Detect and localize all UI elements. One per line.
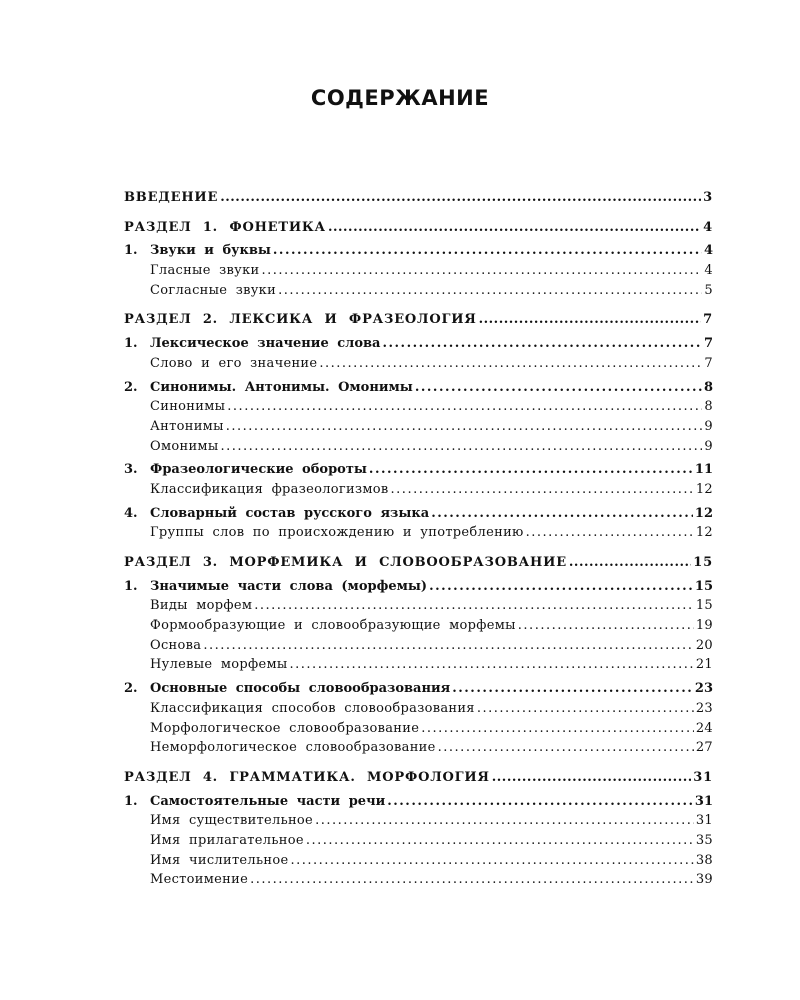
toc-page-number: 19 — [695, 618, 713, 634]
toc-section-row — [124, 218, 713, 238]
toc-entry-title — [124, 792, 385, 812]
toc-page-number: 3 — [703, 190, 713, 205]
toc-chapter-number: 1. — [124, 336, 138, 352]
toc-entry-title: Имя прилагательное — [150, 832, 304, 848]
toc-page-number: 20 — [695, 637, 713, 653]
toc-entry-title — [124, 378, 413, 398]
dot-leader — [220, 188, 701, 208]
toc-page-number: 4 — [703, 219, 713, 235]
toc-section-row — [124, 310, 713, 330]
dot-leader — [369, 460, 693, 480]
toc-sub-row — [124, 811, 713, 831]
dot-leader — [261, 261, 702, 281]
toc-entry-title: Формообразующие и словообразующие морфемы — [150, 618, 516, 634]
toc-entry-title: Местоимение — [150, 872, 249, 888]
toc-page-number: 23 — [695, 700, 713, 716]
dot-leader — [306, 831, 694, 851]
toc-entry-title: РАЗДЕЛ 2. ЛЕКСИКА И ФРАЗЕОЛОГИЯ — [124, 312, 477, 328]
toc-entry-title: Гласные звуки — [150, 263, 260, 279]
toc-entry-title: РАЗДЕЛ 3. МОРФЕМИКА И СЛОВООБРАЗОВАНИЕ — [124, 555, 567, 570]
dot-leader — [278, 281, 702, 301]
toc-sub-row — [124, 831, 713, 851]
dot-leader — [477, 699, 694, 719]
toc-page-number: 15 — [694, 578, 713, 594]
toc-page-number: 12 — [695, 481, 713, 497]
toc-entry-title: Омонимы — [150, 438, 219, 454]
toc-entry-title: Классификация способов словообразования — [150, 700, 475, 716]
dot-leader — [415, 378, 702, 398]
toc-page-number: 24 — [695, 720, 713, 736]
toc-chapter-row — [124, 241, 713, 261]
toc-entry-title — [124, 241, 271, 261]
toc-entry-title: Согласные звуки — [150, 282, 277, 298]
dot-leader — [227, 397, 702, 417]
toc-entry-title: Нулевые морфемы — [150, 657, 288, 673]
dot-leader — [438, 738, 694, 758]
toc-page-number: 31 — [694, 793, 713, 809]
toc-entry-title — [124, 577, 427, 597]
toc-chapter-title: Звуки и буквы — [150, 243, 271, 259]
dot-leader — [220, 437, 702, 457]
toc-entry-title: Группы слов по происхождению и употреблению — [150, 525, 524, 541]
toc-section-row — [124, 768, 713, 788]
dot-leader — [391, 480, 694, 500]
toc-page-number: 8 — [704, 399, 713, 415]
toc-chapter-title: Самостоятельные части речи — [150, 793, 386, 809]
toc-entry-title: Имя существительное — [150, 813, 314, 829]
dot-leader — [319, 354, 702, 374]
toc-page-number: 7 — [703, 312, 713, 328]
toc-chapter-number: 4. — [124, 505, 138, 521]
toc-entry-title: ВВЕДЕНИЕ — [124, 190, 219, 205]
dot-leader — [387, 792, 693, 812]
toc-chapter-number: 3. — [124, 462, 138, 478]
dot-leader — [452, 679, 693, 699]
toc-page-number: 31 — [693, 769, 713, 785]
dot-leader — [226, 417, 703, 437]
toc-entry-title: Виды морфем — [150, 598, 253, 614]
dot-leader — [290, 655, 694, 675]
dot-leader — [431, 504, 693, 524]
toc-page-number: 23 — [694, 681, 713, 697]
toc-chapter-number: 1. — [124, 243, 138, 259]
toc-entry-title: Неморфологическое словообразование — [150, 740, 436, 756]
toc-chapter-row — [124, 792, 713, 812]
toc-sub-row — [124, 596, 713, 616]
dot-leader — [492, 768, 692, 788]
toc-entry-title: Морфологическое словообразование — [150, 720, 420, 736]
toc-sub-row — [124, 851, 713, 871]
toc-page-number: 11 — [694, 462, 713, 478]
toc-sub-row — [124, 281, 713, 301]
toc-chapter-number: 2. — [124, 379, 138, 395]
toc-chapter-row — [124, 577, 713, 597]
toc-entry-title: Антонимы — [150, 418, 224, 434]
toc-chapter-title: Значимые части слова (морфемы) — [150, 578, 428, 594]
toc-entry-title: Слово и его значение — [150, 355, 318, 371]
page-title: СОДЕРЖАНИЕ — [310, 86, 490, 110]
toc-page-number: 15 — [693, 555, 713, 570]
toc-chapter-title: Основные способы словообразования — [150, 681, 451, 697]
toc-chapter-row — [124, 378, 713, 398]
toc-sub-row — [124, 719, 713, 739]
toc-chapter-row — [124, 334, 713, 354]
dot-leader — [382, 334, 701, 354]
dot-leader — [315, 811, 694, 831]
dot-leader — [328, 218, 701, 238]
toc-chapter-row — [124, 679, 713, 699]
dot-leader — [479, 310, 702, 330]
toc-chapter-title: Лексическое значение слова — [150, 336, 381, 352]
toc-sub-row — [124, 417, 713, 437]
dot-leader — [429, 577, 693, 597]
toc-entry-title: Классификация фразеологизмов — [150, 481, 389, 497]
toc-sub-row — [124, 354, 713, 374]
toc-entry-title: Синонимы — [150, 399, 226, 415]
toc-entry-title — [124, 460, 367, 480]
toc-sub-row — [124, 655, 713, 675]
toc-section-row — [124, 553, 713, 573]
toc-page-number: 12 — [695, 525, 713, 541]
toc-sub-row — [124, 870, 713, 890]
toc-sub-row — [124, 699, 713, 719]
dot-leader — [290, 851, 693, 871]
toc-chapter-title: Синонимы. Антонимы. Омонимы — [150, 379, 413, 395]
toc-page-number: 38 — [695, 852, 713, 868]
toc-chapter-title: Фразеологические обороты — [150, 462, 367, 478]
toc-page-number: 7 — [704, 355, 713, 371]
toc-page-number: 5 — [704, 282, 713, 298]
toc-sub-row — [124, 738, 713, 758]
toc-page-number: 4 — [703, 243, 713, 259]
toc-page-number: 15 — [695, 598, 713, 614]
toc-sub-row — [124, 437, 713, 457]
toc-sub-row — [124, 397, 713, 417]
dot-leader — [526, 523, 694, 543]
toc-entry-title — [124, 334, 380, 354]
toc-sub-row — [124, 636, 713, 656]
toc-chapter-number: 1. — [124, 578, 138, 594]
toc-page-number: 8 — [703, 379, 713, 395]
dot-leader — [250, 870, 694, 890]
table-of-contents — [124, 188, 713, 890]
toc-page-number: 7 — [703, 336, 713, 352]
toc-entry-title: РАЗДЕЛ 4. ГРАММАТИКА. МОРФОЛОГИЯ — [124, 769, 490, 785]
toc-entry-title: Основа — [150, 637, 202, 653]
dot-leader — [203, 636, 694, 656]
dot-leader — [273, 241, 702, 261]
toc-page-number: 12 — [694, 505, 713, 521]
toc-sub-row — [124, 523, 713, 543]
toc-section-row — [124, 188, 713, 208]
toc-page-number: 31 — [695, 813, 713, 829]
toc-sub-row — [124, 261, 713, 281]
toc-chapter-number: 2. — [124, 681, 138, 697]
dot-leader — [569, 553, 691, 573]
toc-page-number: 9 — [704, 438, 713, 454]
toc-sub-row — [124, 616, 713, 636]
toc-page-number: 35 — [695, 832, 713, 848]
toc-entry-title — [124, 504, 429, 524]
toc-page-number: 4 — [704, 263, 713, 279]
dot-leader — [254, 596, 694, 616]
toc-entry-title: Имя числительное — [150, 852, 289, 868]
toc-sub-row — [124, 480, 713, 500]
toc-entry-title: РАЗДЕЛ 1. ФОНЕТИКА — [124, 219, 326, 235]
toc-page-number: 21 — [695, 657, 713, 673]
toc-entry-title — [124, 679, 450, 699]
toc-chapter-number: 1. — [124, 793, 138, 809]
toc-page-number: 9 — [704, 418, 713, 434]
toc-chapter-title: Словарный состав русского языка — [150, 505, 430, 521]
dot-leader — [518, 616, 694, 636]
dot-leader — [421, 719, 694, 739]
toc-page-number: 27 — [695, 740, 713, 756]
toc-page-number: 39 — [695, 872, 713, 888]
toc-chapter-row — [124, 504, 713, 524]
toc-chapter-row — [124, 460, 713, 480]
